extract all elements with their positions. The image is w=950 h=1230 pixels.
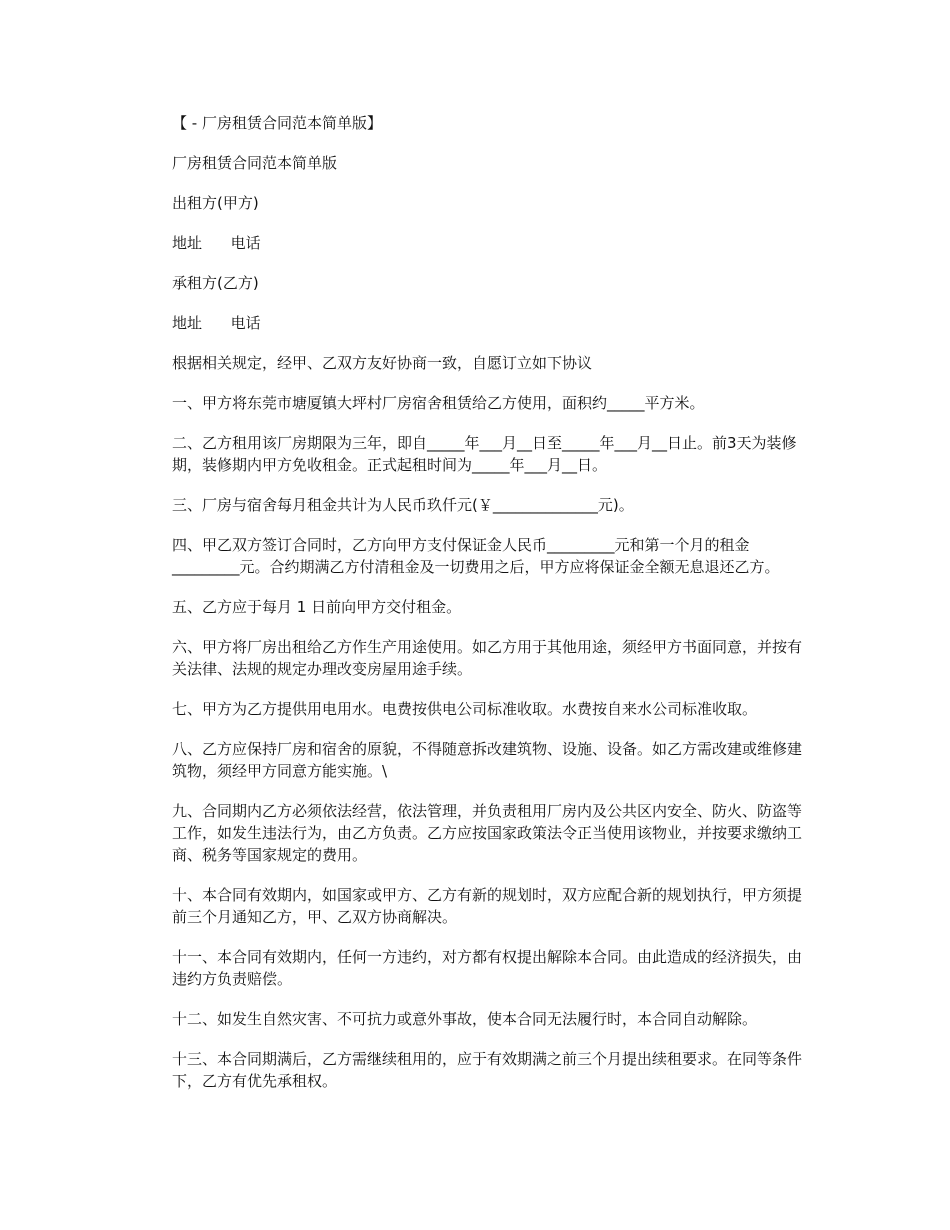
clause-8: 八、乙方应保持厂房和宿舍的原貌，不得随意拆改建筑物、设施、设备。如乙方需改建或维修建筑物，须经甲方同意方能实施。\ <box>172 740 803 780</box>
clause-4: 四、甲乙双方签订合同时，乙方向甲方支付保证金人民币_________元和第一个月的租金_________元。合约期满乙方付清租金及一切费用之后，甲方应将保证金全额无息退还乙方。 <box>172 536 780 576</box>
clause-5: 五、乙方应于每月 1 日前向甲方交付租金。 <box>172 598 462 616</box>
header-title: 【 - 厂房租赁合同范本简单版】 <box>172 114 382 132</box>
clause-12: 十二、如发生自然灾害、不可抗力或意外事故，使本合同无法履行时，本合同自动解除。 <box>172 1010 758 1028</box>
clause-6: 六、甲方将厂房出租给乙方作生产用途使用。如乙方用于其他用途，须经甲方书面同意，并按有关法律、法规的规定办理改变房屋用途手续。 <box>172 638 803 678</box>
lessor-contact-line: 地址 电话 <box>172 234 261 252</box>
clause-1: 一、甲方将东莞市塘厦镇大坪村厂房宿舍租赁给乙方使用，面积约_____平方米。 <box>172 394 705 412</box>
lessee-line: 承租方(乙方) <box>172 274 259 292</box>
clause-3: 三、厂房与宿舍每月租金共计为人民币玖仟元(￥______________元)。 <box>172 496 634 514</box>
lessee-contact-line: 地址 电话 <box>172 314 261 332</box>
clause-9: 九、合同期内乙方必须依法经营，依法管理，并负责租用厂房内及公共区内安全、防火、防盗等工作，如发生违法行为，由乙方负责。乙方应按国家政策法令正当使用该物业，并按要求缴纳工商、税务等国家规定的费用。 <box>172 802 803 864</box>
clause-13: 十三、本合同期满后，乙方需继续租用的，应于有效期满之前三个月提出续租要求。在同等条件下，乙方有优先承租权。 <box>172 1050 803 1090</box>
lessor-line: 出租方(甲方) <box>172 194 259 212</box>
document-title: 厂房租赁合同范本简单版 <box>172 154 338 172</box>
clause-2: 二、乙方租用该厂房期限为三年，即自_____年___月__日至_____年___月__日止。前3天为装修期，装修期内甲方免收租金。正式起租时间为_____年___月__日。 <box>172 434 797 474</box>
clause-7: 七、甲方为乙方提供用电用水。电费按供电公司标准收取。水费按自来水公司标准收取。 <box>172 700 758 718</box>
clause-10: 十、本合同有效期内，如国家或甲方、乙方有新的规划时，双方应配合新的规划执行，甲方须提前三个月通知乙方，甲、乙双方协商解决。 <box>172 886 803 926</box>
preamble: 根据相关规定，经甲、乙双方友好协商一致，自愿订立如下协议 <box>172 354 593 372</box>
clause-11: 十一、本合同有效期内，任何一方违约，对方都有权提出解除本合同。由此造成的经济损失，由违约方负责赔偿。 <box>172 948 803 988</box>
document-body <box>172 112 812 1110</box>
